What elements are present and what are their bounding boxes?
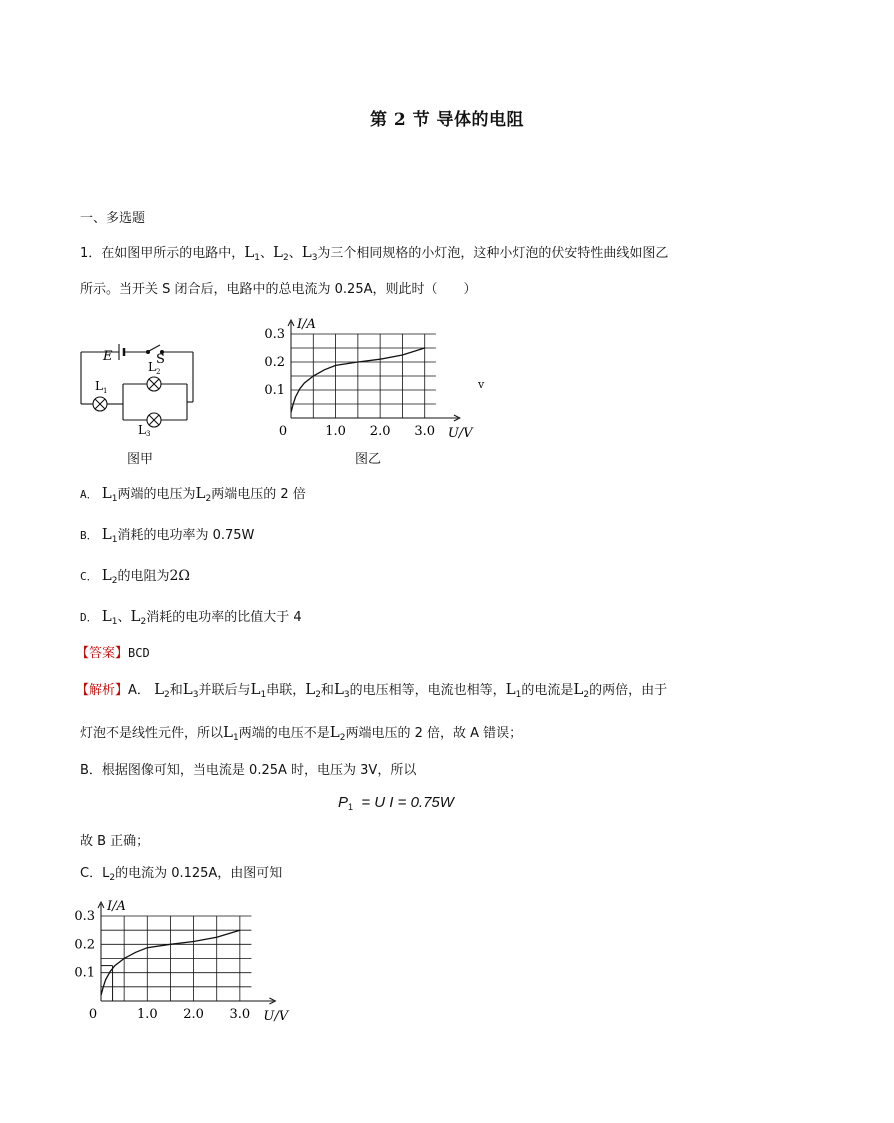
subscript: 2	[140, 617, 147, 627]
option-text: 消耗的电功率为 0.75W	[117, 528, 255, 543]
subscript: 2	[164, 690, 170, 700]
x-tick-label: 0	[278, 424, 288, 439]
power-formula	[338, 794, 454, 812]
question-1-line-1	[80, 242, 668, 263]
lamp-symbol: L	[101, 607, 112, 625]
analysis-text: 两端电压的 2 倍，故 A 错误；	[345, 726, 523, 741]
formula-symbol: P	[338, 794, 349, 811]
separator: 、	[288, 246, 302, 261]
subscript: 1	[111, 617, 118, 627]
y-tick-label: 0.2	[264, 355, 285, 370]
option-label: D．	[80, 611, 98, 624]
lamp-2-label: L	[148, 360, 156, 374]
analysis-text: C．L	[80, 866, 110, 881]
lamp-symbol: L	[130, 607, 141, 625]
battery-label: E	[103, 349, 113, 364]
lamp-symbol: L	[573, 680, 584, 698]
subscript: 2	[205, 494, 212, 504]
section-heading: 一、多选题	[80, 211, 146, 226]
subscript: 2	[583, 690, 590, 700]
lamp-symbol: L	[101, 525, 112, 543]
option-text: 消耗的电功率的比值大于 4	[146, 610, 302, 625]
option-d	[80, 606, 302, 627]
x-tick-label: 1.0	[136, 1007, 158, 1022]
subscript: 1	[111, 494, 118, 504]
answer-tag: 【答案】	[76, 646, 129, 661]
subscript: 1	[111, 535, 118, 545]
x-tick-label: 2.0	[183, 1007, 204, 1022]
answer-value: BCD	[128, 646, 150, 660]
y-tick-label: 0.1	[74, 965, 95, 981]
analysis-text: 和	[320, 683, 334, 698]
lamp-symbol: L	[250, 680, 261, 698]
subscript: 1	[260, 690, 267, 700]
lamp-symbol: L	[101, 566, 112, 584]
lamp-3-label: L	[138, 423, 146, 437]
x-tick-label: 1.0	[325, 424, 346, 439]
analysis-line-3: B．根据图像可知，当电流是 0.25A 时，电压为 3V，所以	[80, 763, 417, 778]
page-title: 第 2 节 导体的电阻	[369, 110, 525, 130]
formula-text: = U I = 0.75W	[361, 794, 454, 811]
graph-caption: 图乙	[355, 452, 382, 467]
analysis-line-4: 故 B 正确；	[80, 834, 150, 849]
y-axis-label: I/A	[297, 317, 316, 332]
x-tick-label: 2.0	[369, 424, 391, 439]
subscript: 3	[311, 253, 318, 263]
lamp-symbol: L	[223, 723, 233, 741]
y-tick-label: 0.2	[74, 937, 95, 953]
subscript: 2	[109, 873, 116, 883]
y-tick-label: 0.1	[264, 383, 285, 398]
y-axis-label: I/A	[107, 899, 126, 914]
option-a	[80, 483, 306, 504]
option-label: A．	[80, 488, 98, 501]
analysis-text: 两端的电压不是	[238, 726, 330, 741]
subscript: 1	[348, 802, 354, 812]
lamp-2-subscript: 2	[156, 368, 161, 376]
analysis-text: 的两倍，由于	[589, 683, 668, 698]
iv-chart-2	[68, 888, 288, 1026]
question-1-line-2: 所示。当开关 S 闭合后，电路中的总电流为 0.25A，则此时（ ）	[80, 282, 477, 297]
analysis-text: 灯泡不是线性元件，所以	[80, 726, 224, 741]
option-text: 两端的电压为	[117, 487, 196, 502]
x-axis-label: U/V	[263, 1009, 289, 1024]
lamp-symbol: L	[305, 680, 316, 698]
lamp-symbol: L	[244, 243, 255, 261]
subscript: 3	[192, 690, 199, 700]
resistance-value: 2Ω	[169, 568, 190, 584]
circuit-diagram	[76, 338, 201, 436]
option-text: 两端电压的 2 倍	[211, 487, 306, 502]
subscript: 2	[339, 733, 346, 743]
analysis-line-2	[80, 722, 522, 743]
analysis-text: 的电流为 0.125A，由图可知	[115, 866, 283, 881]
analysis-text: A．	[128, 683, 150, 698]
analysis-text: 的电流是	[521, 683, 574, 698]
answer-line	[76, 642, 150, 661]
option-label: B．	[80, 529, 98, 542]
stray-mark: v	[478, 378, 485, 391]
lamp-symbol: L	[333, 680, 344, 698]
subscript: 1	[254, 253, 260, 263]
analysis-tag: 【解析】	[76, 683, 129, 698]
lamp-symbol: L	[273, 243, 283, 261]
separator: 、	[117, 610, 131, 625]
analysis-text: 串联，	[266, 683, 306, 698]
option-b	[80, 524, 254, 545]
option-label: C．	[80, 570, 98, 583]
lamp-symbol: L	[329, 723, 340, 741]
analysis-text: 和	[169, 683, 183, 698]
subscript: 3	[343, 690, 350, 700]
subscript: 2	[315, 690, 321, 700]
switch-label: S	[156, 352, 165, 367]
lamp-symbol: L	[154, 680, 165, 698]
x-tick-label: 3.0	[414, 424, 436, 439]
question-text: 1．在如图甲所示的电路中，	[80, 246, 245, 261]
subscript: 2	[282, 253, 289, 263]
lamp-1-subscript: 1	[103, 387, 108, 395]
subscript: 1	[515, 690, 522, 700]
x-tick-label: 0	[88, 1007, 98, 1022]
x-axis-label: U/V	[447, 426, 473, 441]
subscript: 1	[232, 733, 239, 743]
x-tick-label: 3.0	[229, 1007, 251, 1022]
lamp-symbol: L	[182, 680, 193, 698]
analysis-line-1	[76, 679, 667, 700]
option-c	[80, 565, 190, 586]
lamp-symbol: L	[195, 484, 206, 502]
subscript: 2	[111, 576, 118, 586]
lamp-symbol: L	[301, 243, 312, 261]
circuit-caption: 图甲	[127, 452, 154, 467]
analysis-line-5	[80, 862, 282, 883]
iv-chart-1	[258, 310, 473, 445]
analysis-text: 的电压相等，电流也相等，	[349, 683, 506, 698]
option-text: 的电阻为	[117, 569, 170, 584]
lamp-symbol: L	[505, 680, 516, 698]
lamp-3-subscript: 3	[146, 430, 151, 438]
y-tick-label: 0.3	[264, 327, 285, 342]
lamp-1-label: L	[95, 379, 103, 393]
question-text: 为三个相同规格的小灯泡，这种小灯泡的伏安特性曲线如图乙	[317, 246, 669, 261]
lamp-symbol: L	[101, 484, 112, 502]
analysis-text: 并联后与	[198, 683, 251, 698]
separator: 、	[259, 246, 273, 261]
y-tick-label: 0.3	[74, 909, 95, 924]
